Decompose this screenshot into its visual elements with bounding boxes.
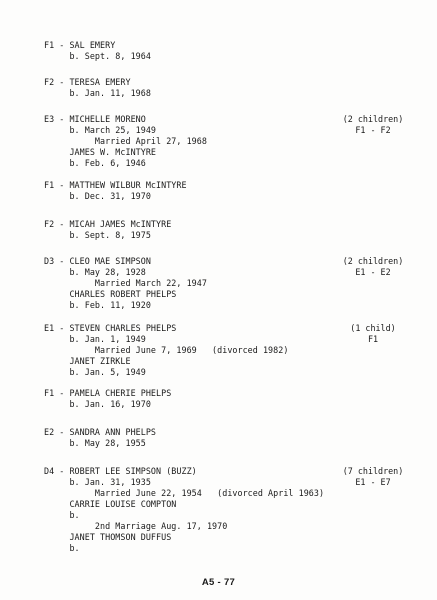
- entry-line: JAMES W. McINTYRE: [44, 147, 157, 157]
- entry-line: b. Jan. 11, 1968: [44, 88, 151, 98]
- entry-line: b.: [44, 510, 80, 520]
- entry-line: Married April 27, 1968: [44, 136, 207, 146]
- children-range: E1 - E7: [355, 477, 391, 487]
- entry-line: b. Jan. 5, 1949: [44, 367, 146, 377]
- entry-line: E3 - MICHELLE MORENO: [44, 114, 146, 124]
- children-range: E1 - E2: [355, 267, 391, 277]
- entry-line: Married March 22, 1947: [44, 278, 207, 288]
- children-range: F1 - F2: [355, 125, 391, 135]
- entry-line: Married June 22, 1954 (divorced April 1963): [44, 488, 325, 498]
- entry-line: F1 - PAMELA CHERIE PHELPS: [44, 388, 172, 398]
- page-number: A5 - 77: [201, 577, 236, 588]
- entry-line: b. Feb. 11, 1920: [44, 300, 151, 310]
- children-count: (2 children): [342, 256, 404, 266]
- entry-line: b. Jan. 31, 1935: [44, 477, 151, 487]
- entry-line: D4 - ROBERT LEE SIMPSON (BUZZ): [44, 466, 197, 476]
- entry-line: E2 - SANDRA ANN PHELPS: [44, 427, 157, 437]
- entry-line: JANET ZIRKLE: [44, 356, 131, 366]
- entry-line: F2 - MICAH JAMES McINTYRE: [44, 219, 172, 229]
- entry-line: b. March 25, 1949: [44, 125, 157, 135]
- entry-line: b. Feb. 6, 1946: [44, 158, 146, 168]
- entry-line: E1 - STEVEN CHARLES PHELPS: [44, 323, 177, 333]
- children-count: (1 child): [350, 323, 396, 333]
- entry-line: b. Jan. 16, 1970: [44, 399, 151, 409]
- children-range: F1: [367, 334, 379, 344]
- entry-line: b. Dec. 31, 1970: [44, 191, 151, 201]
- entry-line: b. Sept. 8, 1975: [44, 230, 151, 240]
- entry-line: b. May 28, 1955: [44, 438, 146, 448]
- entry-line: b. Sept. 8, 1964: [44, 51, 151, 61]
- entry-line: F1 - MATTHEW WILBUR McINTYRE: [44, 180, 187, 190]
- entry-line: b.: [44, 543, 80, 553]
- entry-line: Married June 7, 1969 (divorced 1982): [44, 345, 289, 355]
- entry-line: JANET THOMSON DUFFUS: [44, 532, 172, 542]
- entry-line: F1 - SAL EMERY: [44, 40, 116, 50]
- entry-line: CHARLES ROBERT PHELPS: [44, 289, 177, 299]
- entry-line: CARRIE LOUISE COMPTON: [44, 499, 177, 509]
- entry-line: D3 - CLEO MAE SIMPSON: [44, 256, 151, 266]
- entry-line: b. Jan. 1, 1949: [44, 334, 146, 344]
- entry-line: b. May 28, 1928: [44, 267, 146, 277]
- children-count: (7 children): [342, 466, 404, 476]
- children-count: (2 children): [342, 114, 404, 124]
- entry-line: F2 - TERESA EMERY: [44, 77, 131, 87]
- entry-line: 2nd Marriage Aug. 17, 1970: [44, 521, 228, 531]
